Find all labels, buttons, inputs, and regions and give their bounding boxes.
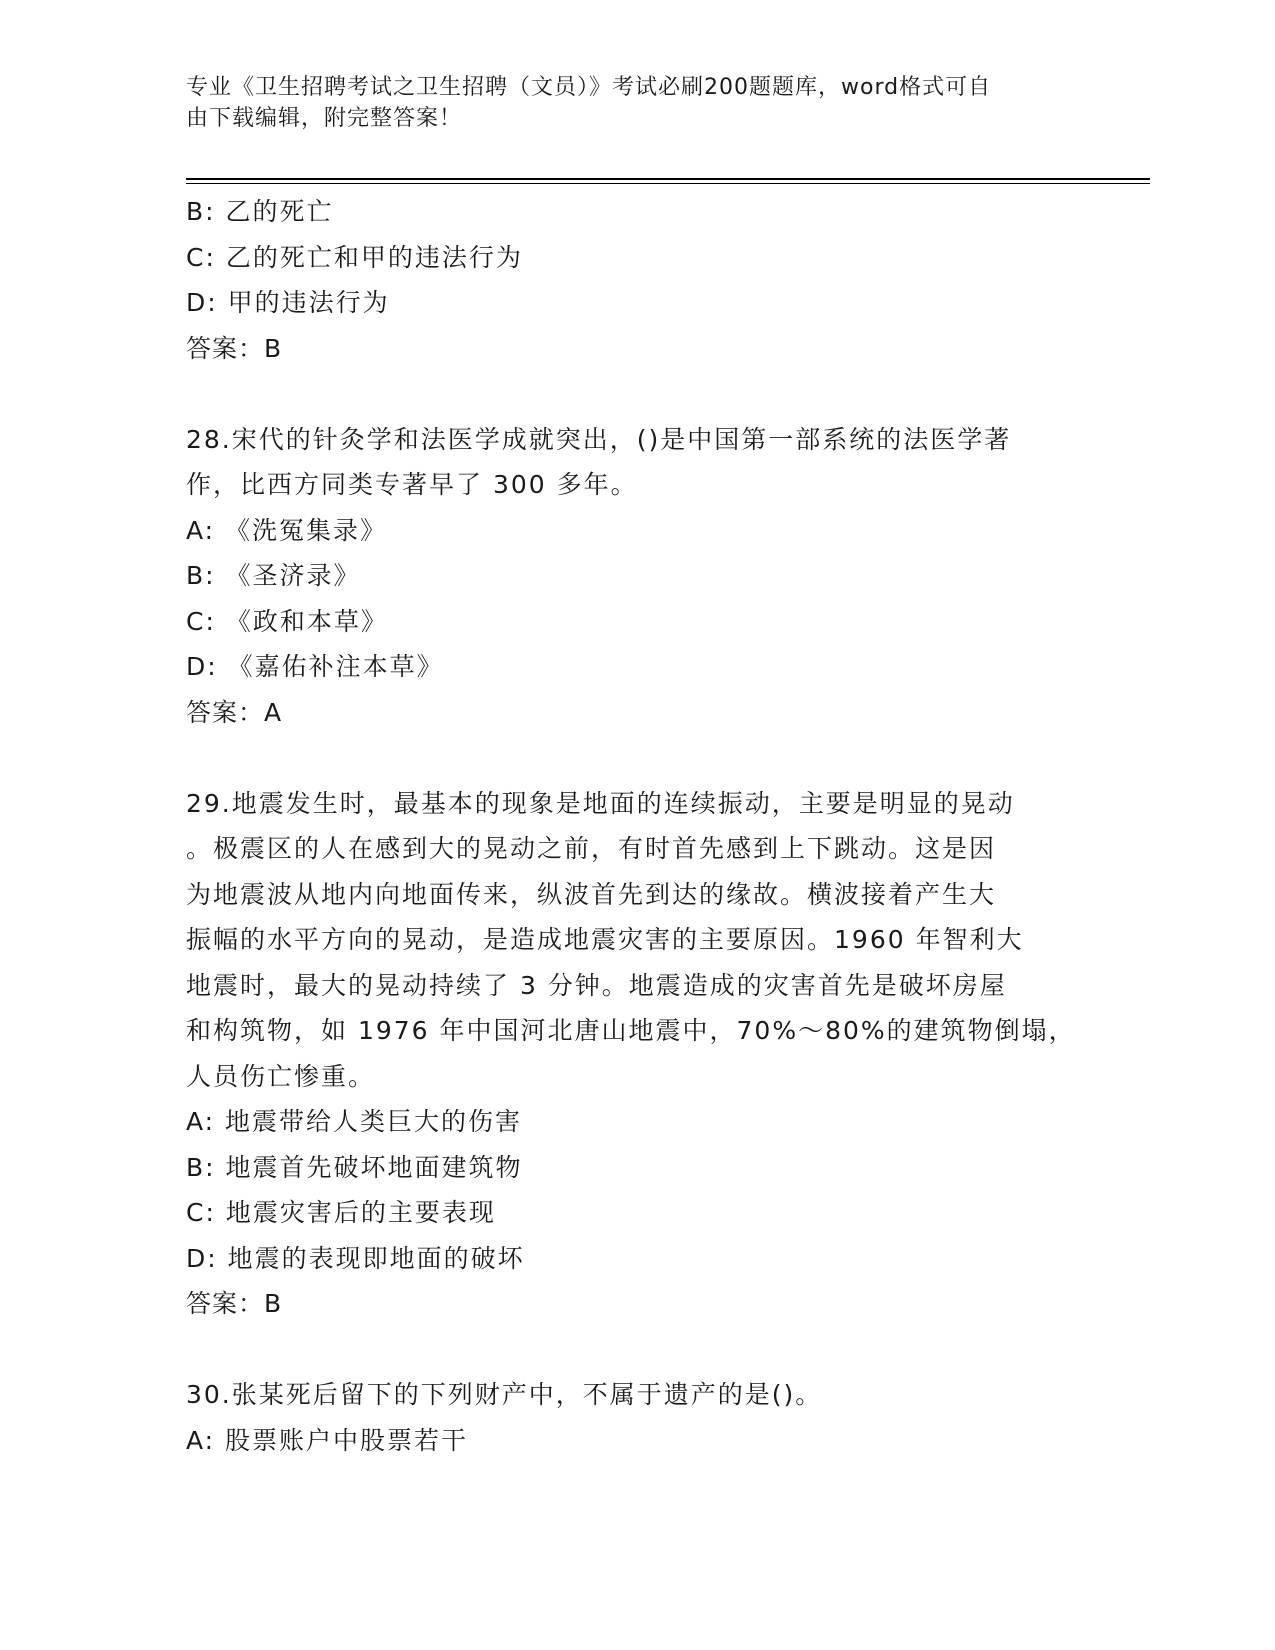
question-stem: 29.地震发生时，最基本的现象是地面的连续振动，主要是明显的晃动 [186, 788, 1015, 818]
option-b: B: 乙的死亡 [186, 197, 334, 226]
option-d: D: 地震的表现即地面的破坏 [186, 1243, 525, 1273]
option-a: A: 《洗冤集录》 [186, 515, 388, 545]
option-b: B: 《圣济录》 [186, 561, 361, 590]
option-d: D: 《嘉佑补注本草》 [186, 652, 444, 681]
answer: 答案：B [186, 333, 283, 363]
spacer [186, 1327, 1076, 1373]
header-line-2: 由下载编辑，附完整答案！ [186, 106, 463, 131]
question-stem: 为地震波从地内向地面传来，纵波首先到达的缘故。横波接着产生大 [186, 879, 997, 909]
document-header [186, 72, 1076, 134]
question-stem: 28.宋代的针灸学和法医学成就突出，()是中国第一部系统的法医学著 [186, 424, 1012, 454]
question-stem: 。极震区的人在感到大的晃动之前，有时首先感到上下跳动。这是因 [186, 834, 997, 863]
answer: 答案：B [186, 1289, 283, 1318]
question-stem: 30.张某死后留下的下列财产中，不属于遗产的是()。 [186, 1380, 823, 1409]
option-d: D: 甲的违法行为 [186, 288, 390, 317]
header-line-1: 专业《卫生招聘考试之卫生招聘（文员）》考试必刷200题题库，word格式可自 [186, 75, 992, 100]
option-a: A: 地震带给人类巨大的伤害 [186, 1107, 523, 1136]
spacer [186, 371, 1076, 417]
question-29 [186, 781, 1076, 1327]
question-stem: 和构筑物，如 1976 年中国河北唐山地震中，70%～80%的建筑物倒塌， [186, 1016, 1076, 1045]
question-27 [186, 189, 1076, 371]
question-28 [186, 417, 1076, 736]
question-stem: 人员伤亡惨重。 [186, 1061, 376, 1091]
header-divider-thick [186, 178, 1150, 180]
option-a: A: 股票账户中股票若干 [186, 1425, 469, 1455]
spacer [186, 735, 1076, 781]
option-c: C: 乙的死亡和甲的违法行为 [186, 242, 523, 272]
question-stem: 振幅的水平方向的晃动，是造成地震灾害的主要原因。1960 年智利大 [186, 925, 1024, 954]
question-list [186, 189, 1076, 1463]
option-c: C: 地震灾害后的主要表现 [186, 1198, 496, 1227]
option-c: C: 《政和本草》 [186, 606, 388, 636]
header-divider-thin [186, 183, 1150, 184]
question-30 [186, 1372, 1076, 1463]
question-stem: 地震时，最大的晃动持续了 3 分钟。地震造成的灾害首先是破坏房屋 [186, 970, 1007, 1000]
answer: 答案：A [186, 697, 283, 727]
option-b: B: 地震首先破坏地面建筑物 [186, 1152, 523, 1182]
question-stem: 作，比西方同类专著早了 300 多年。 [186, 470, 638, 499]
